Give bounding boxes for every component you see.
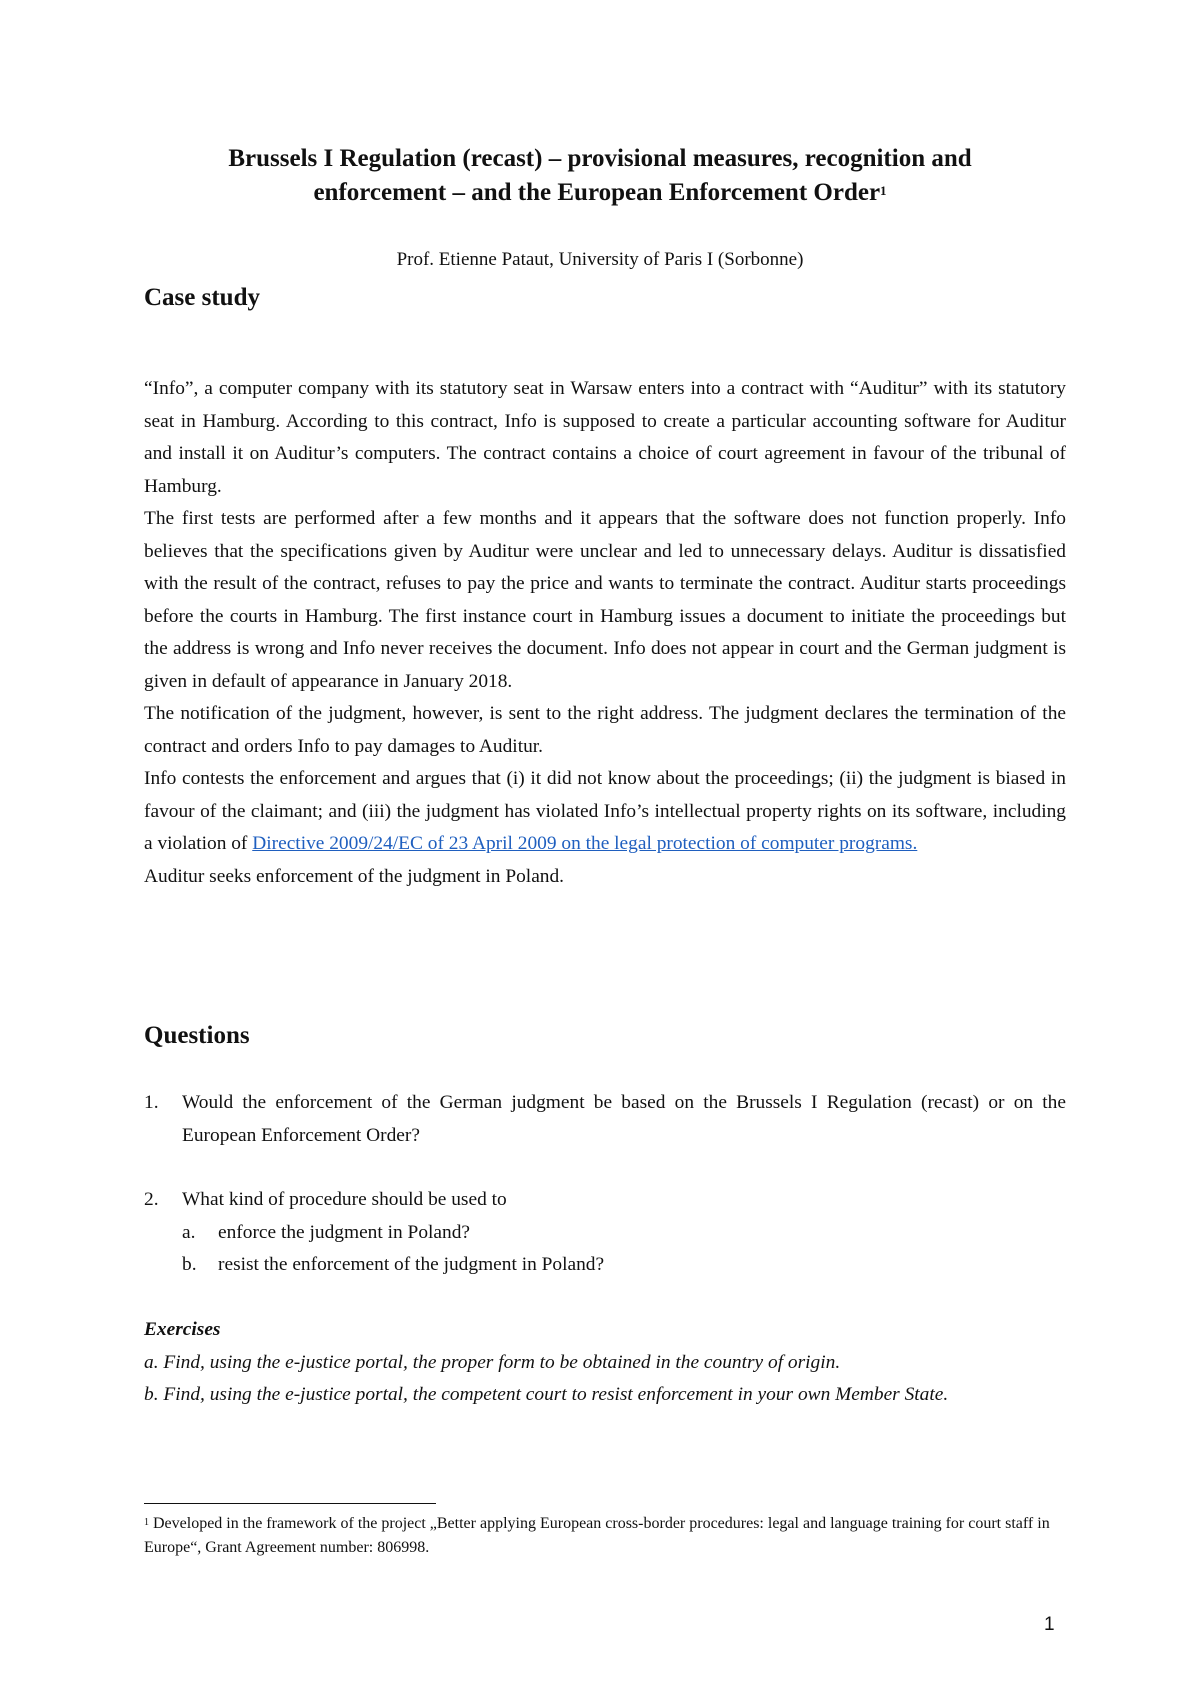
directive-link[interactable]: Directive 2009/24/EC of 23 April 2009 on the legal protection of computer programs. bbox=[252, 833, 918, 854]
case-paragraph-5: Auditur seeks enforcement of the judgment in Poland. bbox=[144, 865, 565, 887]
question-text: What kind of procedure should be used to bbox=[182, 1189, 507, 1210]
question-item bbox=[144, 1087, 1066, 1152]
exercises-heading: Exercises bbox=[144, 1319, 221, 1340]
case-study-heading: Case study bbox=[144, 284, 260, 311]
subitem-letter: b. bbox=[182, 1254, 197, 1275]
question-1 bbox=[144, 1087, 1066, 1152]
title-footnote-mark[interactable]: 1 bbox=[880, 183, 887, 198]
page-number: 1 bbox=[1044, 1614, 1055, 1635]
case-paragraph-4-text: Info contests the enforcement and argues that (i) it did not know about the proceedings; (ii) the judgment is biased in favour of the claimant; and (iii) the judgment has violated Info’s intellectual property rights on its software, including a violation of bbox=[144, 768, 1066, 854]
author-line: Prof. Etienne Pataut, University of Paris I (Sorbonne) bbox=[396, 249, 804, 270]
question-2 bbox=[144, 1184, 1066, 1282]
question-number: 1. bbox=[144, 1092, 159, 1113]
questions-heading: Questions bbox=[144, 1022, 250, 1049]
footnote bbox=[144, 1512, 1066, 1560]
exercise-item: b. Find, using the e-justice portal, the competent court to resist enforcement in your own Member State. bbox=[144, 1384, 949, 1405]
subitem-letter: a. bbox=[182, 1221, 196, 1243]
document-title bbox=[140, 142, 1060, 210]
case-study-body bbox=[144, 373, 1066, 893]
question-text: Would the enforcement of the German judgment be based on the Brussels I Regulation (recast) or on the European Enforcement Order? bbox=[182, 1092, 1066, 1146]
subitem-text: enforce the judgment in Poland? bbox=[218, 1221, 471, 1243]
footnote-mark: 1 bbox=[144, 1517, 149, 1528]
footnote-divider bbox=[144, 1503, 436, 1504]
subitem-text: resist the enforcement of the judgment in Poland? bbox=[218, 1254, 605, 1275]
case-paragraph-4 bbox=[144, 763, 1066, 861]
case-paragraph-1: “Info”, a computer company with its statutory seat in Warsaw enters into a contract with “Auditur” with its statutory seat in Hamburg. According to this contract, Info is supposed to create a particular accounting software for Auditur and install it on Auditur’s computers. The contract contains a choice of court agreement in favour of the tribunal of Hamburg. bbox=[144, 378, 1066, 497]
footnote-text: Developed in the framework of the project „Better applying European cross-border procedures: legal and language training for court staff in Europe“, Grant Agreement number: 806998. bbox=[144, 1515, 1050, 1556]
case-paragraph-2: The first tests are performed after a few months and it appears that the software does not function properly. Info believes that the specifications given by Auditur were unclear and led to unnecessary delays. Auditur is dissatisfied with the result of the contract, refuses to pay the price and wants to terminate the contract. Auditur starts proceedings before the courts in Hamburg. The first instance court in Hamburg issues a document to initiate the proceedings but the address is wrong and Info never receives the document. Info does not appear in court and the German judgment is given in default of appearance in January 2018. bbox=[144, 508, 1066, 692]
question-subitem bbox=[144, 1249, 1066, 1282]
question-subitem bbox=[144, 1217, 1066, 1250]
title-line-2: enforcement – and the European Enforcement Order bbox=[313, 179, 881, 206]
question-number: 2. bbox=[144, 1189, 159, 1210]
question-item bbox=[144, 1184, 1066, 1217]
exercises-section bbox=[144, 1314, 1066, 1412]
case-paragraph-3: The notification of the judgment, however, is sent to the right address. The judgment declares the termination of the contract and orders Info to pay damages to Auditur. bbox=[144, 703, 1066, 757]
exercise-item: a. Find, using the e-justice portal, the proper form to be obtained in the country of origin. bbox=[144, 1351, 841, 1373]
title-line-1: Brussels I Regulation (recast) – provisional measures, recognition and bbox=[228, 145, 972, 172]
